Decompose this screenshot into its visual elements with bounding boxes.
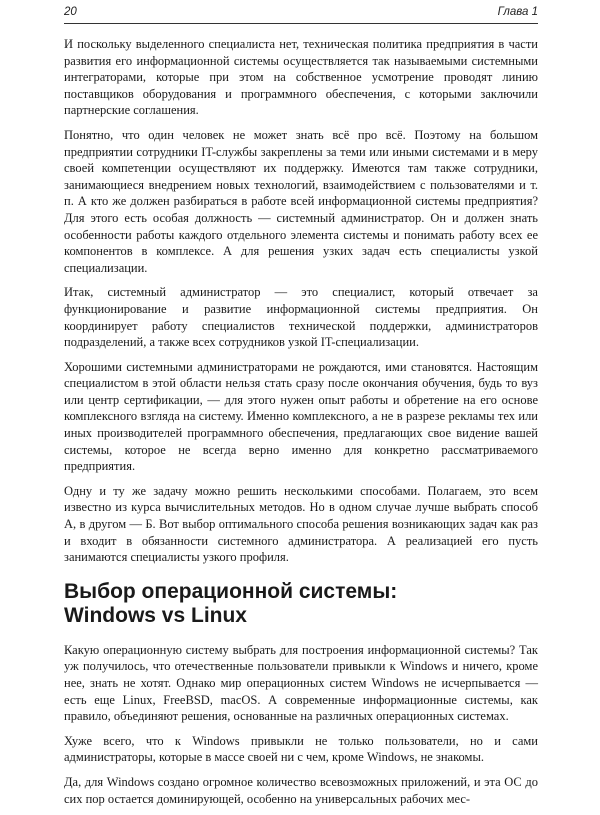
chapter-title: Глава 1 (497, 6, 538, 18)
running-header (64, 6, 538, 24)
paragraph: Какую операционную систему выбрать для построения информационной системы? Так уж получилось, что отечественные пользователи привыкли к Windows и ничего, кроме нее, знать не хотят. Однако мир операционных систем Windows не исчерпывается — есть еще Linux, FreeBSD, macOS. А современные информационные системы, как правило, объединяют решения, основанные на различных операционных системах. (64, 642, 538, 724)
section-heading-line-2: Windows vs Linux (64, 603, 247, 627)
paragraph: Да, для Windows создано огромное количество всевозможных приложений, и эта ОС до сих пор остается доминирующей, особенно на универсальных рабочих мес- (64, 774, 538, 806)
paragraph: Хуже всего, что к Windows привыкли не только пользователи, но и сами администраторы, которые в массе своей ни с чем, кроме Windows, не знакомы. (64, 733, 538, 765)
paragraph: Итак, системный администратор — это специалист, который отвечает за функционирование и развитие информационной системы предприятия. Он координирует работу специалистов технической поддержки, администраторов подразделений, а также всех сотрудников узкой IT-специализации. (64, 285, 538, 350)
section-heading-line-1: Выбор операционной системы: (64, 579, 398, 603)
paragraph: И поскольку выделенного специалиста нет, техническая политика предприятия в части развития его информационной системы осуществляется так называемыми системными интеграторами, которые при этом на собственное усмотрение проводят линию поставщиков оборудования и программного обеспечения, с которыми заключили партнерские соглашения. (64, 37, 538, 118)
page-body (64, 36, 538, 815)
section-heading (64, 580, 538, 628)
paragraph: Понятно, что один человек не может знать всё про всё. Поэтому на большом предприятии сотрудники IT-службы закреплены за теми или иными системами и в меру своей компетенции осуществляют их поддержку. Имеются там также сотрудники, занимающиеся внедрением новых технологий, взаимодействием с пользователями и т. п. А кто же должен разбираться в работе всей информационной системы предприятия? Для этого есть особая должность — системный администратор. Он и должен знать особенности работы каждого отдельного элемента системы и понимать работу всех ее компонентов в комплексе. А для решения узких задач есть специалисты узкой специализации. (64, 127, 538, 275)
header-divider (64, 23, 538, 24)
paragraph: Одну и ту же задачу можно решить несколькими способами. Полагаем, это всем известно из курса вычислительных методов. Но в одном случае лучше выбрать способ А, в другом — Б. Вот выбор оптимального способа решения возникающих задач как раз и входит в обязанности системного администратора. А реализацией его пусть занимаются специалисты узкого профиля. (64, 483, 538, 565)
paragraph: Хорошими системными администраторами не рождаются, ими становятся. Настоящим специалистом в этой области нельзя стать сразу после окончания обучения, будь то вуз или центр сертификации, — для этого нужен опыт работы и обретение на его основе комплексного взгляда на систему. Именно комплексного, а не в разрезе рекламы тех или иных производителей программного обеспечения, предлагающих свое видение вашей системы, которое не всегда верно именно для конкретно рассматриваемого предприятия. (64, 359, 538, 474)
page-number: 20 (64, 6, 77, 18)
